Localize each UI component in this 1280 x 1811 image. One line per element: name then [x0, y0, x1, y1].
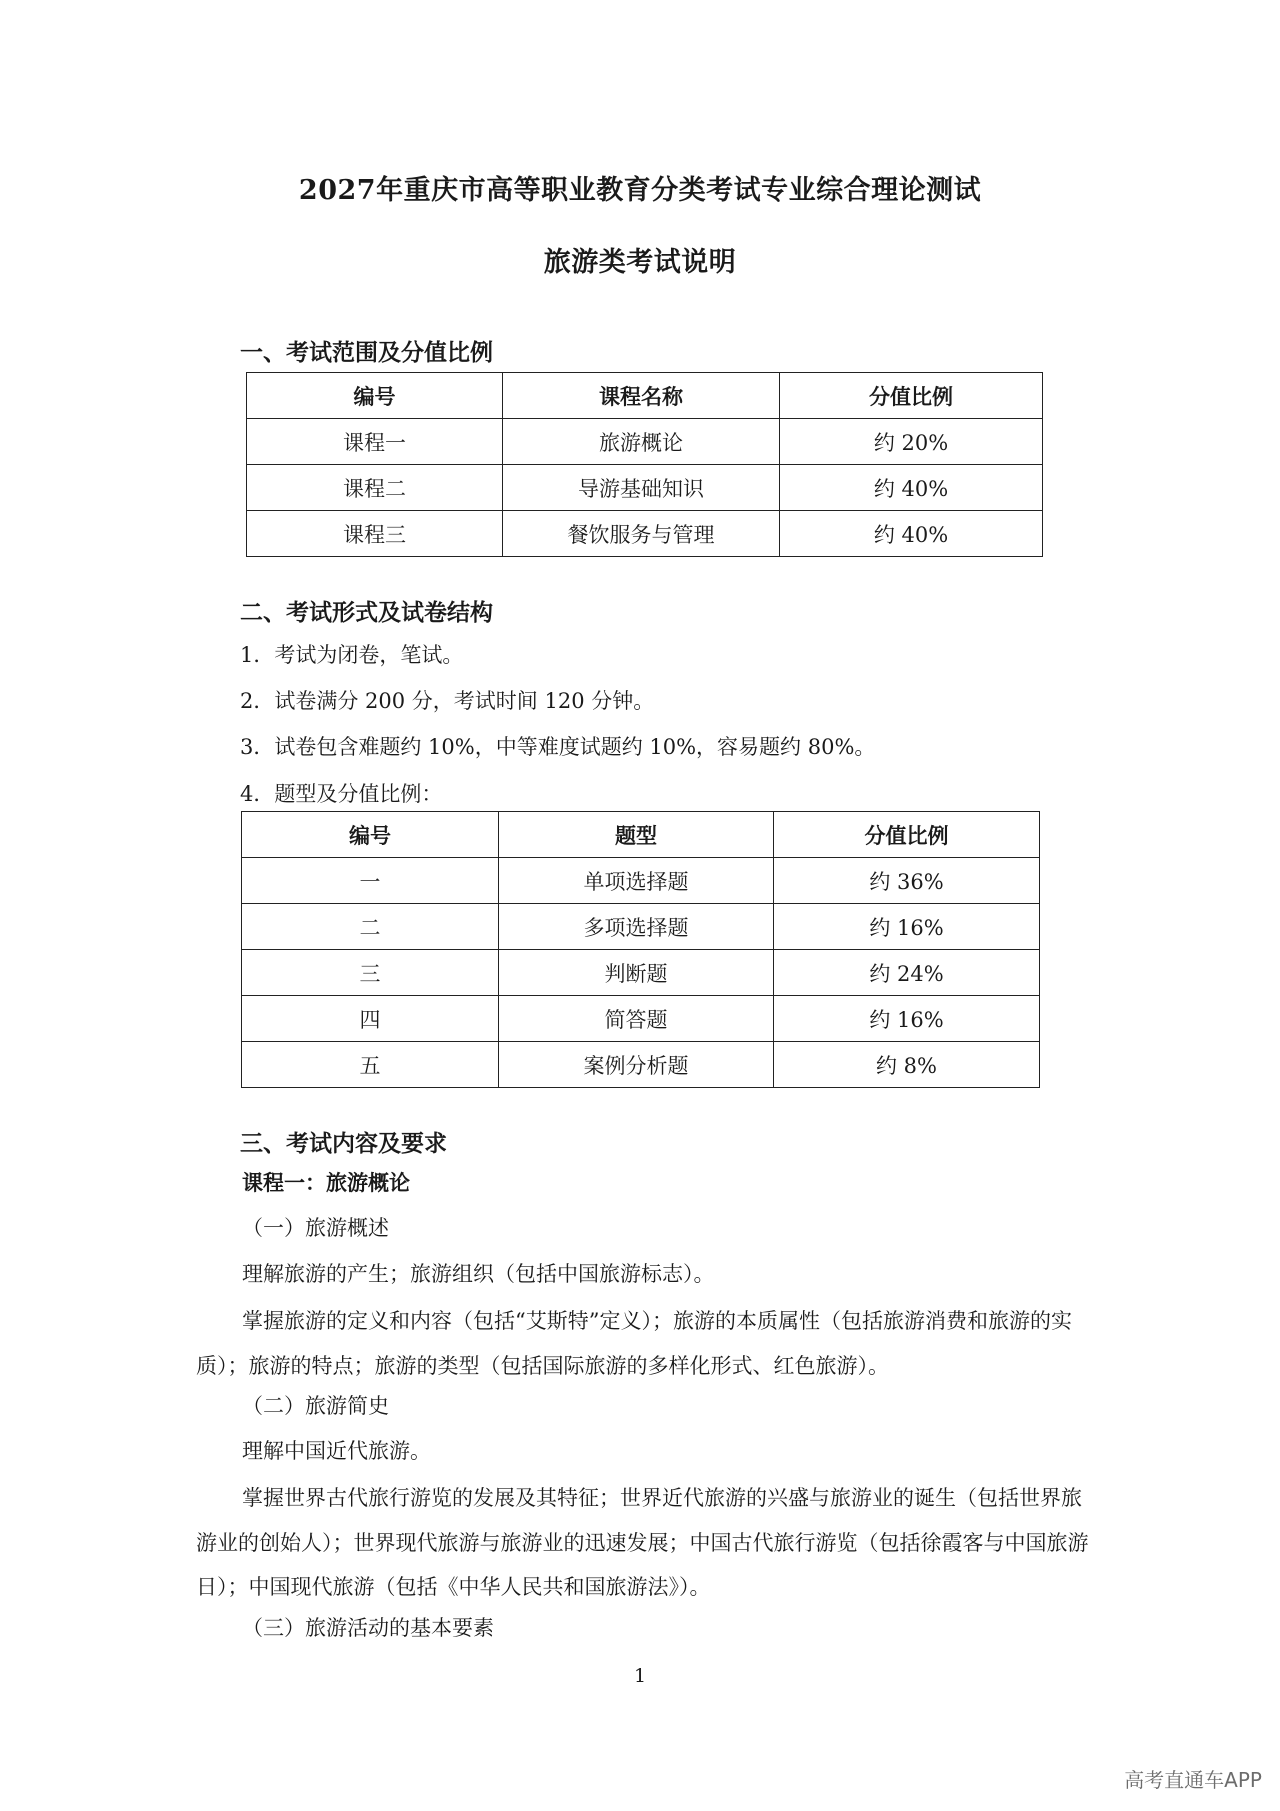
document-title: 2027年重庆市高等职业教育分类考试专业综合理论测试: [298, 175, 982, 206]
table-cell: 单项选择题: [499, 858, 774, 904]
table-cell: 二: [242, 904, 499, 950]
table-cell: 一: [242, 858, 499, 904]
table-cell: 导游基础知识: [503, 465, 780, 511]
table-row: [242, 904, 1040, 950]
table-cell: 课程一: [247, 419, 503, 465]
question-type-table: [241, 811, 1040, 1088]
table-row: [247, 465, 1043, 511]
table-row: [242, 858, 1040, 904]
table-cell: 约 20%: [780, 419, 1043, 465]
table-header-cell: 编号: [242, 812, 499, 858]
table-header-cell: 分值比例: [780, 373, 1043, 419]
watermark: 高考直通车APP: [1124, 1768, 1262, 1792]
table-cell: 约 16%: [774, 904, 1040, 950]
table-row: [242, 950, 1040, 996]
paragraph-master-1: [196, 1299, 1096, 1388]
paragraph-understand-2: 理解中国近代旅游。: [242, 1439, 431, 1463]
table-cell: 约 8%: [774, 1042, 1040, 1088]
table-cell: 约 16%: [774, 996, 1040, 1042]
table-cell: 五: [242, 1042, 499, 1088]
table-header-row: [247, 373, 1043, 419]
table-cell: 餐饮服务与管理: [503, 511, 780, 557]
table-cell: 约 40%: [780, 511, 1043, 557]
table-cell: 约 36%: [774, 858, 1040, 904]
table-cell: 判断题: [499, 950, 774, 996]
table-row: [242, 1042, 1040, 1088]
table-cell: 案例分析题: [499, 1042, 774, 1088]
table-header-cell: 编号: [247, 373, 503, 419]
paragraph-master-2: [196, 1476, 1096, 1610]
course-score-table: [246, 372, 1043, 557]
course1-title: 课程一：旅游概论: [242, 1170, 410, 1195]
table-cell: 简答题: [499, 996, 774, 1042]
table-row: [247, 419, 1043, 465]
table-header-cell: 课程名称: [503, 373, 780, 419]
subsection1-title: （一）旅游概述: [242, 1216, 389, 1240]
exam-item-1: 1．考试为闭卷，笔试。: [240, 643, 464, 667]
table-cell: 约 40%: [780, 465, 1043, 511]
table-cell: 旅游概论: [503, 419, 780, 465]
table-header-cell: 题型: [499, 812, 774, 858]
table-cell: 四: [242, 996, 499, 1042]
table-cell: 多项选择题: [499, 904, 774, 950]
subsection3-title: （三）旅游活动的基本要素: [242, 1616, 494, 1640]
page-number: 1: [633, 1665, 647, 1687]
exam-item-3: 3．试卷包含难题约 10%，中等难度试题约 10%，容易题约 80%。: [240, 735, 876, 759]
table-cell: 课程二: [247, 465, 503, 511]
table-header-row: [242, 812, 1040, 858]
section3-heading: 三、考试内容及要求: [240, 1130, 447, 1157]
paragraph-text: 掌握世界古代旅行游览的发展及其特征；世界近代旅游的兴盛与旅游业的诞生（包括世界旅游业的创始人）；世界现代旅游与旅游业的迅速发展；中国古代旅行游览（包括徐霞客与中国旅游日）；中国现代旅游（包括《中华人民共和国旅游法》）。: [196, 1486, 1089, 1599]
table-header-cell: 分值比例: [774, 812, 1040, 858]
paragraph-understand-1: 理解旅游的产生；旅游组织（包括中国旅游标志）。: [242, 1262, 715, 1286]
document-subtitle: 旅游类考试说明: [543, 247, 737, 278]
table-row: [242, 996, 1040, 1042]
table-row: [247, 511, 1043, 557]
section2-heading: 二、考试形式及试卷结构: [240, 599, 493, 626]
section1-heading: 一、考试范围及分值比例: [240, 339, 493, 366]
table-cell: 约 24%: [774, 950, 1040, 996]
table-cell: 三: [242, 950, 499, 996]
exam-item-4: 4．题型及分值比例：: [240, 782, 443, 806]
paragraph-text: 掌握旅游的定义和内容（包括“艾斯特”定义）；旅游的本质属性（包括旅游消费和旅游的实质）；旅游的特点；旅游的类型（包括国际旅游的多样化形式、红色旅游）。: [196, 1309, 1072, 1378]
table-cell: 课程三: [247, 511, 503, 557]
exam-item-2: 2．试卷满分 200 分，考试时间 120 分钟。: [240, 689, 655, 713]
subsection2-title: （二）旅游简史: [242, 1394, 389, 1418]
